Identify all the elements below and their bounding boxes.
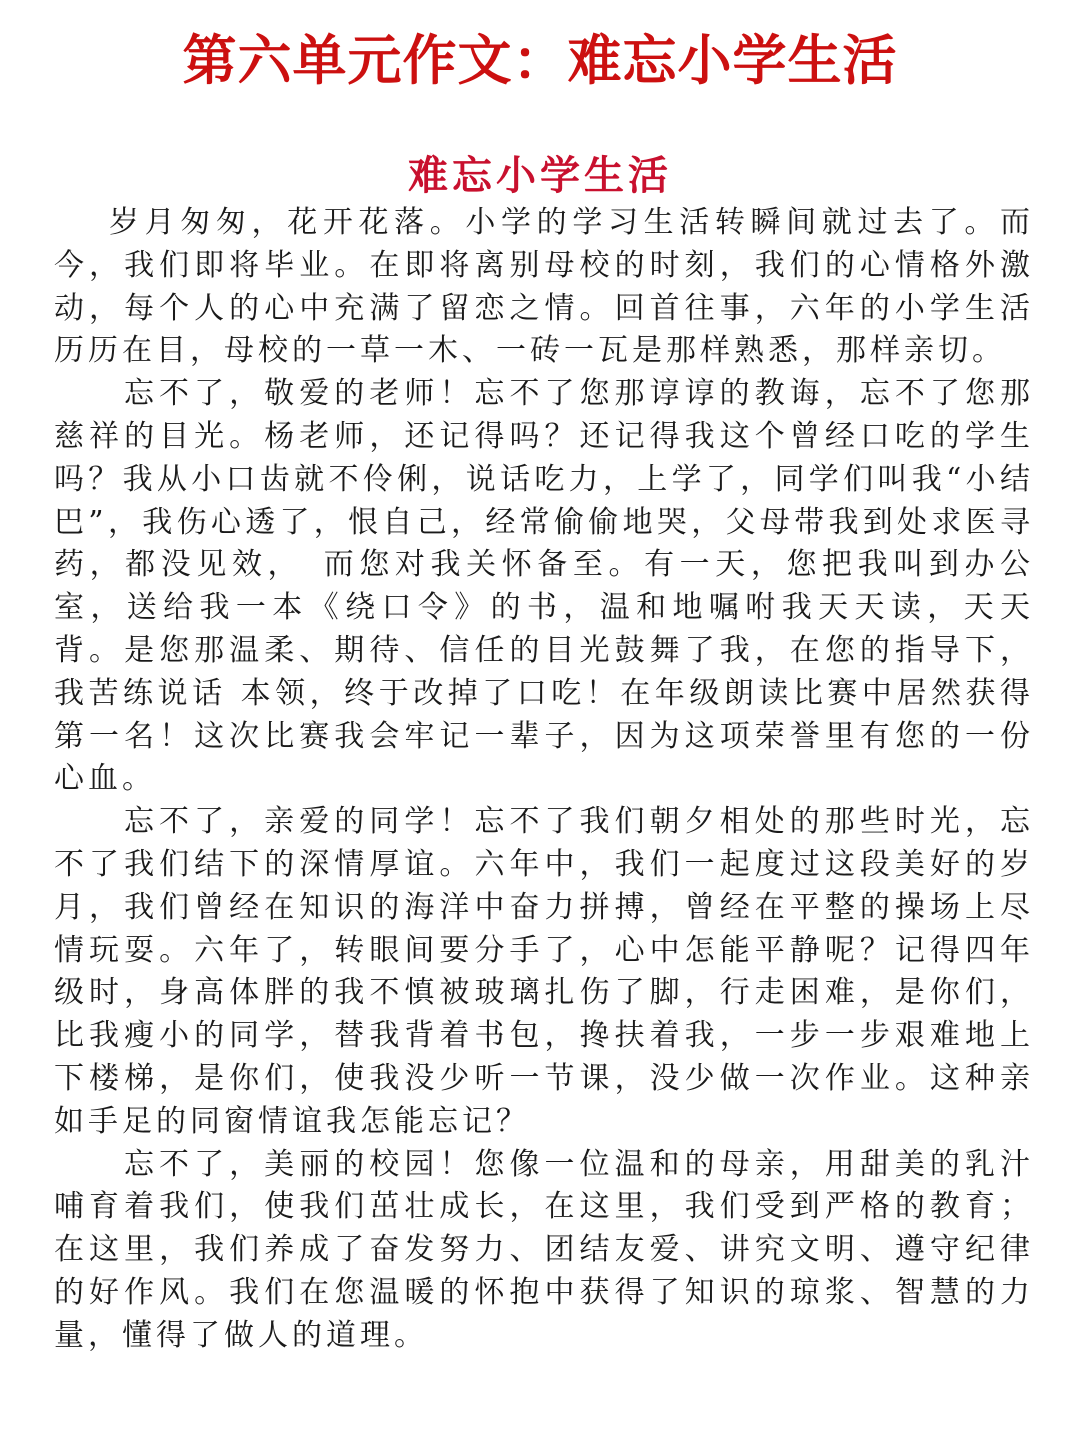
essay-paragraph: 忘不了，敬爱的老师！忘不了您那谆谆的教诲，忘不了您那慈祥的目光。杨老师，还记得吗？还记得我这个曾经口吃的学生吗？我从小口齿就不伶俐，说话吃力，上学了，同学们叫我“小结巴”，我伤心透了，恨自己，经常偷偷地哭，父母带我到处求医寻药，都没见效， 而您对我关怀备至。有一天，您把我叫到办公室，送给我一本《绕口令》的书，温和地嘱咐我天天读，天天背。是您那温柔、期待、信任的目光鼓舞了我，在您的指导下，我苦练说话 本领，终于改掉了口吃！在年级朗读比赛中居然获得第一名！这次比赛我会牢记一辈子，因为这项荣誉里有您的一份心血。 xyxy=(54,376,1034,797)
page-title: 第六单元作文：难忘小学生活 xyxy=(182,29,898,92)
essay-paragraph: 忘不了，美丽的校园！您像一位温和的母亲，用甜美的乳汁哺育着我们，使我们茁壮成长，在这里，我们受到严格的教育；在这里，我们养成了奋发努力、团结友爱、讲究文明、遵守纪律的好作风。我们在您温暖的怀抱中获得了知识的琼浆、智慧的力量，懂得了做人的道理。 xyxy=(54,1146,1034,1353)
essay-paragraph: 忘不了，亲爱的同学！忘不了我们朝夕相处的那些时光，忘不了我们结下的深情厚谊。六年中，我们一起度过这段美好的岁月，我们曾经在知识的海洋中奋力拼搏，曾经在平整的操场上尽情玩耍。六年了，转眼间要分手了，心中怎能平静呢？记得四年级时，身高体胖的我不慎被玻璃扎伤了脚，行走困难，是你们，比我瘦小的同学，替我背着书包，搀扶着我，一步一步艰难地上下楼梯，是你们，使我没少听一节课，没少做一次作业。这种亲如手足的同窗情谊我怎能忘记？ xyxy=(54,804,1034,1139)
essay-body xyxy=(54,202,1034,1358)
essay-paragraph: 岁月匆匆，花开花落。小学的学习生活转瞬间就过去了。而今，我们即将毕业。在即将离别母校的时刻，我们的心情格外激动，每个人的心中充满了留恋之情。回首往事，六年的小学生活历历在目，母校的一草一木、一砖一瓦是那样熟悉，那样亲切。 xyxy=(54,205,1034,369)
essay-title: 难忘小学生活 xyxy=(408,152,672,199)
